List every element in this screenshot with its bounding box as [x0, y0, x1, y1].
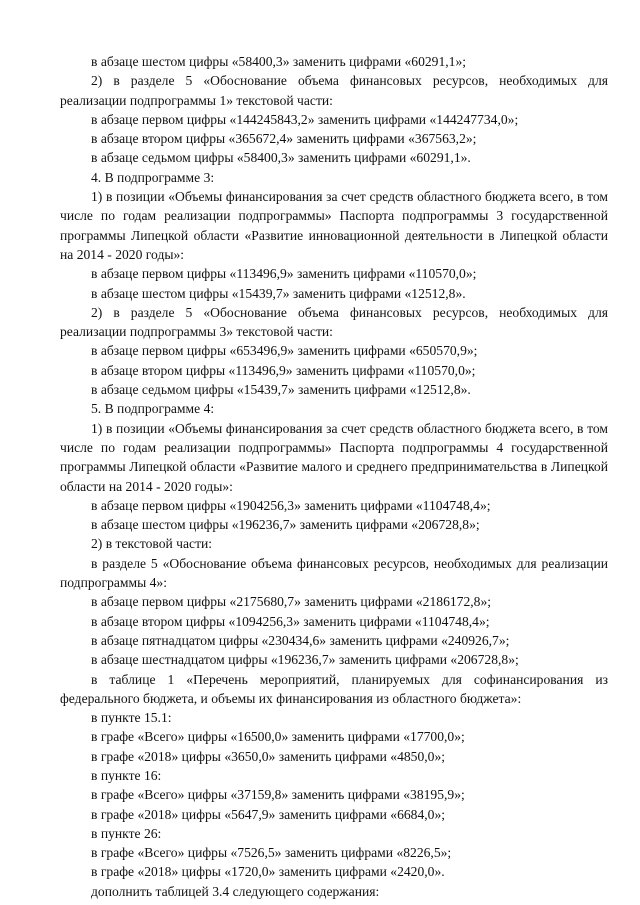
- text-line: в абзаце первом цифры «144245843,2» заменить цифрами «144247734,0»;: [91, 111, 519, 127]
- text-line: 2) в текстовой части:: [91, 536, 213, 552]
- text-line: в пункте 15.1:: [91, 710, 172, 726]
- text-line: в абзаце шестом цифры «196236,7» заменить цифрами «206728,8»;: [91, 517, 480, 533]
- text-line: в абзаце первом цифры «2175680,7» заменить цифрами «2186172,8»;: [91, 594, 492, 610]
- text-line: в абзаце первом цифры «653496,9» заменить цифрами «650570,9»;: [91, 343, 478, 359]
- text-line: в графе «2018» цифры «1720,0» заменить цифрами «2420,0».: [91, 864, 445, 880]
- text-line: дополнить таблицей 3.4 следующего содержания:: [91, 883, 380, 899]
- text-line: в графе «Всего» цифры «37159,8» заменить цифрами «38195,9»;: [91, 787, 465, 803]
- text-line: в пункте 26:: [91, 825, 162, 841]
- text-line: в абзаце шестнадцатом цифры «196236,7» заменить цифрами «206728,8»;: [91, 652, 519, 668]
- text-line: в абзаце пятнадцатом цифры «230434,6» заменить цифрами «240926,7»;: [91, 632, 510, 648]
- text-line: в абзаце седьмом цифры «15439,7» заменить цифрами «12512,8».: [91, 382, 471, 398]
- text-line: в графе «2018» цифры «5647,9» заменить цифрами «6684,0»;: [91, 806, 446, 822]
- text-line: в абзаце первом цифры «113496,9» заменить цифрами «110570,0»;: [91, 266, 477, 282]
- text-line: в абзаце втором цифры «1094256,3» заменить цифрами «1104748,4»;: [91, 613, 490, 629]
- text-line: в абзаце первом цифры «1904256,3» заменить цифрами «1104748,4»;: [91, 497, 491, 513]
- paragraph: 2) в разделе 5 «Обоснование объема финансовых ресурсов, необходимых для реализации подпрограммы 1» текстовой части:: [60, 73, 608, 108]
- text-line: в абзаце втором цифры «365672,4» заменить цифрами «367563,2»;: [91, 131, 477, 147]
- paragraph: 1) в позиции «Объемы финансирования за счет средств областного бюджета всего, в том числе по годам реализации подпрограммы» Паспорта подпрограммы 3 государственной программы Липецкой области «Развитие инновационной деятельности в Липецкой области на 2014 - 2020 годы»:: [60, 189, 608, 262]
- text-line: в абзаце шестом цифры «58400,3» заменить цифрами «60291,1»;: [91, 54, 467, 69]
- document-body: [60, 52, 608, 901]
- text-line: в абзаце седьмом цифры «58400,3» заменить цифрами «60291,1».: [91, 150, 471, 166]
- paragraph: в таблице 1 «Перечень мероприятий, планируемых для софинансирования из федерального бюджета, и объемы их финансирования из областного бюджета»:: [60, 671, 608, 706]
- text-line: 5. В подпрограмме 4:: [91, 401, 215, 417]
- text-line: 4. В подпрограмме 3:: [91, 169, 215, 185]
- paragraph: 1) в позиции «Объемы финансирования за счет средств областного бюджета всего, в том числе по годам реализации подпрограммы» Паспорта подпрограммы 4 государственной программы Липецкой области «Развитие малого и среднего предпринимательства в Липецкой области на 2014 - 2020 годы»:: [60, 420, 608, 494]
- paragraph: в разделе 5 «Обоснование объема финансовых ресурсов, необходимых для реализации подпрограммы 4»:: [60, 555, 608, 591]
- paragraph: 2) в разделе 5 «Обоснование объема финансовых ресурсов, необходимых для реализации подпрограммы 3» текстовой части:: [60, 304, 608, 340]
- text-line: в абзаце втором цифры «113496,9» заменить цифрами «110570,0»;: [91, 362, 476, 378]
- text-line: в графе «Всего» цифры «16500,0» заменить цифрами «17700,0»;: [91, 729, 465, 745]
- text-line: в абзаце шестом цифры «15439,7» заменить цифрами «12512,8».: [91, 285, 466, 301]
- text-line: в графе «2018» цифры «3650,0» заменить цифрами «4850,0»;: [91, 748, 446, 764]
- text-line: в графе «Всего» цифры «7526,5» заменить цифрами «8226,5»;: [91, 845, 452, 861]
- text-line: в пункте 16:: [91, 767, 162, 783]
